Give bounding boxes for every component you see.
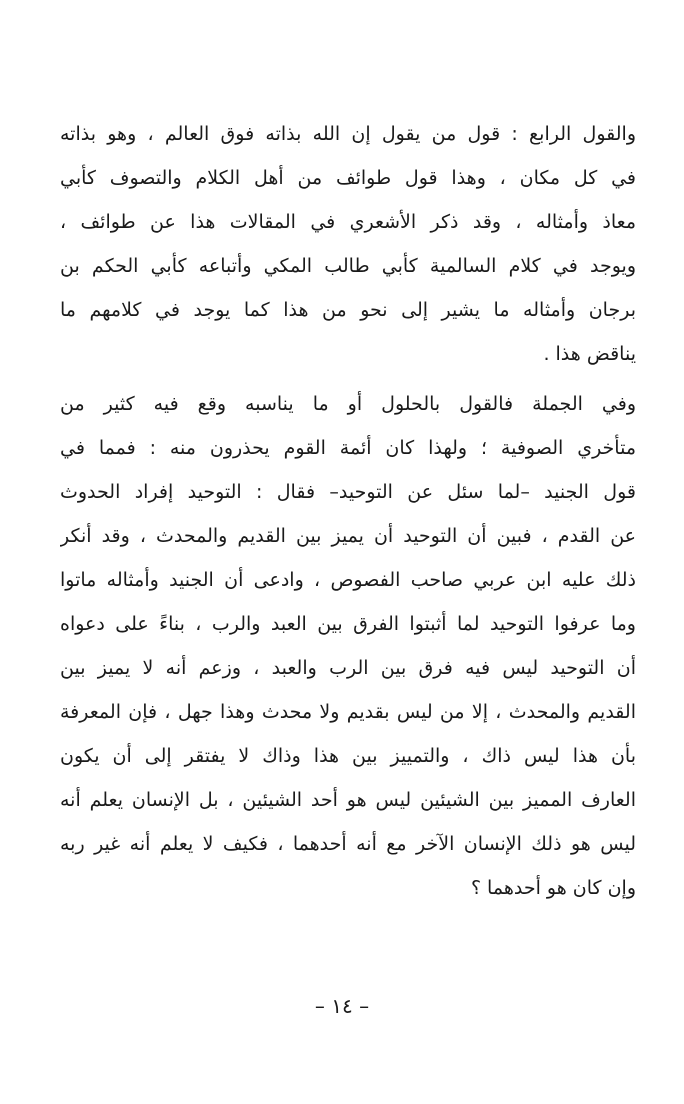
text-line: يناقض هذا . [543,343,636,365]
text-line: والقول الرابع : قول من يقول إن الله بذاته فوق العالم ، وهو بذاته [60,123,636,145]
text-line: ذلك عليه ابن عربي صاحب الفصوص ، وادعى أن الجنيد وأمثاله ماتوا [60,569,636,591]
text-line: أن التوحيد ليس فيه فرق بين الرب والعبد ، وزعم أنه لا يميز بين [60,657,636,679]
text-line: ليس هو ذلك الإنسان الآخر مع أنه أحدهما ، فكيف لا يعلم أنه غير ربه [60,833,636,855]
text-line: برجان وأمثاله ما يشير إلى نحو من هذا كما يوجد في كلامهم ما [60,299,636,321]
text-line: بأن هذا ليس ذاك ، والتمييز بين هذا وذاك لا يفتقر إلى أن يكون [60,745,636,767]
text-line: عن القدم ، فبين أن التوحيد أن يميز بين القديم والمحدث ، وقد أنكر [60,525,636,547]
paragraph-1 [60,112,636,376]
text-line: وما عرفوا التوحيد لما أثبتوا الفرق بين العبد والرب ، بناءً على دعواه [60,613,636,635]
text-line: قول الجنيد –لما سئل عن التوحيد– فقال : التوحيد إفراد الحدوث [60,481,636,503]
text-line: العارف المميز بين الشيئين ليس هو أحد الشيئين ، بل الإنسان يعلم أنه [60,789,636,811]
text-line: متأخري الصوفية ؛ ولهذا كان أئمة القوم يحذرون منه : فمما في [60,437,636,459]
paragraph-2 [60,382,636,910]
text-line: القديم والمحدث ، إلا من ليس بقديم ولا محدث وهذا جهل ، فإن المعرفة [60,701,636,723]
text-line: ويوجد في كلام السالمية كأبي طالب المكي وأتباعه كأبي الحكم بن [60,255,636,277]
page-number: – ١٤ – [314,994,370,1018]
text-line: في كل مكان ، وهذا قول طوائف من أهل الكلام والتصوف كأبي [60,167,636,189]
text-line: معاذ وأمثاله ، وقد ذكر الأشعري في المقالات هذا عن طوائف ، [60,211,636,233]
text-line: وإن كان هو أحدهما ؟ [470,877,636,899]
text-line: وفي الجملة فالقول بالحلول أو ما يناسبه وقع فيه كثير من [60,393,636,415]
